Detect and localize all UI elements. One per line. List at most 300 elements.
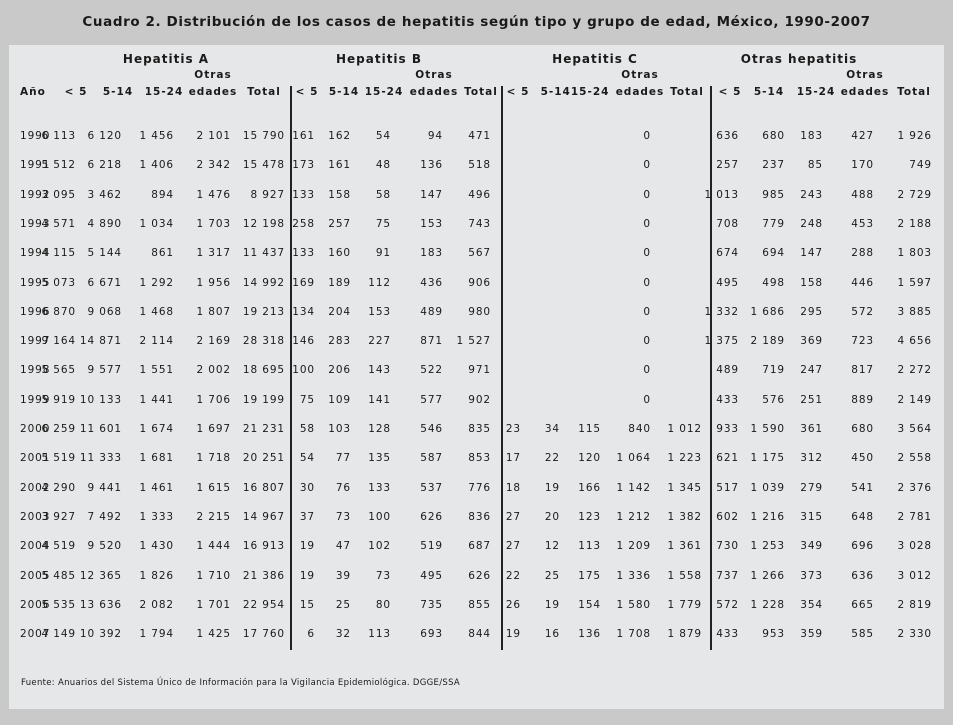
hepatitis-b-lt5-cell: 173: [292, 159, 315, 172]
hepatitis-c-5-14-cell: 12: [544, 540, 560, 553]
otras-lt5-cell: 257: [716, 159, 739, 172]
hepatitis-b-lt5-cell: 15: [299, 598, 315, 611]
otras-15-24-cell: 295: [800, 305, 823, 318]
hepatitis-a-15-24-cell: 1 441: [139, 393, 174, 406]
otras-total-cell: 3 885: [897, 305, 932, 318]
hepatitis-c-total-cell: 1 382: [667, 510, 702, 523]
hepatitis-b-total-cell: 1 527: [456, 335, 491, 348]
year-cell: 1993: [20, 217, 51, 230]
hepatitis-b-otras-edades-cell: 436: [420, 276, 443, 289]
otras-total-cell: 2 149: [897, 393, 932, 406]
year-cell: 2001: [20, 452, 51, 465]
hepatitis-b-15-24-cell: 143: [368, 364, 391, 377]
hepatitis-c-lt5-cell: 27: [505, 510, 521, 523]
hepatitis-b-otras-edades-cell: 587: [420, 452, 443, 465]
otras-lt5-cell: 433: [716, 393, 739, 406]
hepatitis-b-15-24-cell: 113: [368, 628, 391, 641]
hepatitis-a-lt5-cell: 4 115: [41, 247, 76, 260]
year-cell: 1992: [20, 188, 51, 201]
hepatitis-a-lt5-cell: 9 164: [41, 335, 76, 348]
hepatitis-b-total-cell: 518: [468, 159, 491, 172]
hepatitis-a-15-24-cell: 861: [151, 247, 174, 260]
hepatitis-a-otras-edades-cell: 1 444: [196, 540, 231, 553]
otras-otras-edades-cell: 427: [851, 130, 874, 142]
hepatitis-c-otras-edades-cell: 0: [643, 130, 651, 142]
otras-15-24-cell: 315: [800, 510, 823, 523]
hepatitis-b-otras-edades-cell: 577: [420, 393, 443, 406]
hepatitis-a-5-14-cell: 6 671: [87, 276, 122, 289]
header-a-5-14: 5-14: [102, 86, 134, 98]
hepatitis-a-total-cell: 19 213: [242, 305, 285, 318]
hepatitis-b-otras-edades-cell: 871: [420, 335, 443, 348]
otras-5-14-cell: 1 266: [750, 569, 785, 582]
hepatitis-b-lt5-cell: 100: [292, 364, 315, 377]
hepatitis-b-total-cell: 626: [468, 569, 491, 582]
hepatitis-a-otras-edades-cell: 1 703: [196, 217, 231, 230]
otras-5-14-cell: 1 590: [750, 423, 785, 435]
hepatitis-b-15-24-cell: 102: [368, 540, 391, 553]
otras-lt5-cell: 636: [716, 130, 739, 142]
hepatitis-c-lt5-cell: 23: [505, 423, 521, 435]
hepatitis-c-otras-edades-cell: 0: [643, 188, 651, 201]
otras-total-cell: 2 819: [897, 598, 932, 611]
hepatitis-b-5-14-cell: 162: [328, 130, 351, 142]
otras-15-24-cell: 312: [800, 452, 823, 465]
otras-lt5-cell: 433: [716, 628, 739, 641]
otras-5-14-cell: 2 189: [750, 335, 785, 348]
otras-5-14-cell: 985: [762, 188, 785, 201]
hepatitis-a-total-cell: 21 231: [242, 423, 285, 435]
year-cell: 2005: [20, 569, 51, 582]
hepatitis-a-otras-edades-cell: 2 342: [196, 159, 231, 172]
header-otras-c: Otras: [621, 69, 659, 81]
hepatitis-b-5-14-cell: 189: [328, 276, 351, 289]
hepatitis-b-total-cell: 471: [468, 130, 491, 142]
hepatitis-b-15-24-cell: 128: [368, 423, 391, 435]
hepatitis-a-total-cell: 11 437: [242, 247, 285, 260]
otras-otras-edades-cell: 450: [851, 452, 874, 465]
hepatitis-c-total-cell: 1 345: [667, 481, 702, 494]
hepatitis-c-total-cell: 1 361: [667, 540, 702, 553]
year-cell: 1990: [20, 130, 51, 142]
hepatitis-a-total-cell: 16 807: [242, 481, 285, 494]
year-cell: 1999: [20, 393, 51, 406]
hepatitis-b-lt5-cell: 133: [292, 247, 315, 260]
hepatitis-a-otras-edades-cell: 1 317: [196, 247, 231, 260]
hepatitis-b-15-24-cell: 48: [375, 159, 391, 172]
hepatitis-a-otras-edades-cell: 1 706: [196, 393, 231, 406]
hepatitis-c-5-14-cell: 22: [544, 452, 560, 465]
otras-15-24-cell: 248: [800, 217, 823, 230]
hepatitis-c-5-14-cell: 19: [544, 598, 560, 611]
header-b-edades: edades: [409, 86, 459, 98]
hepatitis-a-5-14-cell: 6 218: [87, 159, 122, 172]
hepatitis-c-15-24-cell: 120: [578, 452, 601, 465]
hepatitis-a-15-24-cell: 1 406: [139, 159, 174, 172]
otras-otras-edades-cell: 696: [851, 540, 874, 553]
hepatitis-b-lt5-cell: 134: [292, 305, 315, 318]
header-c-5-14-15-24: 5-1415-24: [540, 86, 610, 98]
hepatitis-b-5-14-cell: 47: [335, 540, 351, 553]
hepatitis-c-otras-edades-cell: 840: [628, 423, 651, 435]
otras-lt5-cell: 1 375: [704, 335, 739, 348]
otras-otras-edades-cell: 889: [851, 393, 874, 406]
otras-15-24-cell: 247: [800, 364, 823, 377]
hepatitis-a-15-24-cell: 1 034: [139, 217, 174, 230]
hepatitis-b-15-24-cell: 135: [368, 452, 391, 465]
hepatitis-c-lt5-cell: 18: [505, 481, 521, 494]
hepatitis-c-otras-edades-cell: 0: [643, 364, 651, 377]
otras-lt5-cell: 708: [716, 217, 739, 230]
hepatitis-b-15-24-cell: 153: [368, 305, 391, 318]
otras-total-cell: 3 564: [897, 423, 932, 435]
hepatitis-b-5-14-cell: 109: [328, 393, 351, 406]
hepatitis-c-otras-edades-cell: 1 580: [616, 598, 651, 611]
hepatitis-a-5-14-cell: 6 120: [87, 130, 122, 142]
hepatitis-a-5-14-cell: 9 068: [87, 305, 122, 318]
otras-lt5-cell: 517: [716, 481, 739, 494]
hepatitis-b-5-14-cell: 161: [328, 159, 351, 172]
otras-15-24-cell: 279: [800, 481, 823, 494]
hepatitis-b-lt5-cell: 133: [292, 188, 315, 201]
hepatitis-a-lt5-cell: 4 519: [41, 540, 76, 553]
hepatitis-c-lt5-cell: 17: [505, 452, 521, 465]
year-cell: 2003: [20, 510, 51, 523]
hepatitis-a-5-14-cell: 3 462: [87, 188, 122, 201]
hepatitis-b-15-24-cell: 73: [375, 569, 391, 582]
hepatitis-a-lt5-cell: 4 290: [41, 481, 76, 494]
hepatitis-a-15-24-cell: 2 114: [139, 335, 174, 348]
otras-lt5-cell: 1 332: [704, 305, 739, 318]
hepatitis-b-otras-edades-cell: 153: [420, 217, 443, 230]
otras-otras-edades-cell: 453: [851, 217, 874, 230]
hepatitis-c-15-24-cell: 154: [578, 598, 601, 611]
hepatitis-b-15-24-cell: 112: [368, 276, 391, 289]
hepatitis-c-total-cell: 1 012: [667, 423, 702, 435]
hepatitis-c-lt5-cell: 22: [505, 569, 521, 582]
hepatitis-a-lt5-cell: 5 485: [41, 569, 76, 582]
hepatitis-a-5-14-cell: 9 441: [87, 481, 122, 494]
hepatitis-b-lt5-cell: 75: [299, 393, 315, 406]
hepatitis-c-otras-edades-cell: 1 209: [616, 540, 651, 553]
hepatitis-a-5-14-cell: 12 365: [79, 569, 122, 582]
hepatitis-b-lt5-cell: 30: [299, 481, 315, 494]
hepatitis-a-otras-edades-cell: 1 710: [196, 569, 231, 582]
hepatitis-a-total-cell: 8 927: [250, 188, 285, 201]
year-cell: 1997: [20, 335, 51, 348]
hepatitis-a-lt5-cell: 5 519: [41, 452, 76, 465]
year-cell: 2000: [20, 423, 51, 435]
group-hepatitis-b: Hepatitis B: [335, 52, 423, 66]
hepatitis-a-lt5-cell: 4 149: [41, 628, 76, 641]
group-otras-hepatitis: Otras hepatitis: [740, 52, 858, 66]
header-b-lt5: < 5: [295, 86, 319, 98]
hepatitis-b-total-cell: 906: [468, 276, 491, 289]
otras-lt5-cell: 602: [716, 510, 739, 523]
hepatitis-c-otras-edades-cell: 0: [643, 217, 651, 230]
header-o-15-24: 15-24: [796, 86, 836, 98]
otras-otras-edades-cell: 446: [851, 276, 874, 289]
source-note: Fuente: Anuarios del Sistema Único de Información para la Vigilancia Epidemiológica. DGGE/SSA: [21, 678, 461, 688]
hepatitis-a-5-14-cell: 7 492: [87, 510, 122, 523]
hepatitis-a-total-cell: 15 478: [242, 159, 285, 172]
hepatitis-c-otras-edades-cell: 0: [643, 393, 651, 406]
otras-otras-edades-cell: 541: [851, 481, 874, 494]
hepatitis-b-15-24-cell: 75: [375, 217, 391, 230]
hepatitis-a-15-24-cell: 1 794: [139, 628, 174, 641]
otras-15-24-cell: 243: [800, 188, 823, 201]
otras-15-24-cell: 359: [800, 628, 823, 641]
otras-total-cell: 3 028: [897, 540, 932, 553]
year-cell: 2004: [20, 540, 51, 553]
hepatitis-b-lt5-cell: 54: [299, 452, 315, 465]
hepatitis-a-5-14-cell: 14 871: [79, 335, 122, 348]
otras-lt5-cell: 489: [716, 364, 739, 377]
hepatitis-c-5-14-cell: 25: [544, 569, 560, 582]
otras-total-cell: 1 926: [897, 130, 932, 142]
hepatitis-a-total-cell: 22 954: [242, 598, 285, 611]
year-cell: 1991: [20, 159, 51, 172]
otras-15-24-cell: 251: [800, 393, 823, 406]
hepatitis-b-otras-edades-cell: 735: [420, 598, 443, 611]
header-otras-a: Otras: [194, 69, 232, 81]
hepatitis-b-total-cell: 687: [468, 540, 491, 553]
otras-5-14-cell: 237: [762, 159, 785, 172]
hepatitis-c-total-cell: 1 879: [667, 628, 702, 641]
otras-lt5-cell: 495: [716, 276, 739, 289]
hepatitis-c-otras-edades-cell: 0: [643, 335, 651, 348]
hepatitis-a-otras-edades-cell: 1 807: [196, 305, 231, 318]
year-cell: 1995: [20, 276, 51, 289]
hepatitis-b-15-24-cell: 91: [375, 247, 391, 260]
hepatitis-b-5-14-cell: 25: [335, 598, 351, 611]
hepatitis-b-lt5-cell: 19: [299, 569, 315, 582]
otras-5-14-cell: 1 253: [750, 540, 785, 553]
header-c-total: Total: [670, 86, 704, 98]
hepatitis-a-15-24-cell: 894: [151, 188, 174, 201]
otras-5-14-cell: 1 228: [750, 598, 785, 611]
hepatitis-a-total-cell: 16 913: [242, 540, 285, 553]
hepatitis-b-total-cell: 835: [468, 423, 491, 435]
hepatitis-c-total-cell: 1 558: [667, 569, 702, 582]
hepatitis-a-lt5-cell: 6 113: [41, 130, 76, 142]
otras-otras-edades-cell: 488: [851, 188, 874, 201]
hepatitis-a-lt5-cell: 5 535: [41, 598, 76, 611]
hepatitis-a-otras-edades-cell: 1 615: [196, 481, 231, 494]
hepatitis-a-lt5-cell: 3 927: [41, 510, 76, 523]
hepatitis-c-otras-edades-cell: 1 708: [616, 628, 651, 641]
otras-otras-edades-cell: 817: [851, 364, 874, 377]
year-cell: 2002: [20, 481, 51, 494]
hepatitis-a-15-24-cell: 1 826: [139, 569, 174, 582]
header-a-15-24: 15-24: [144, 86, 184, 98]
otras-otras-edades-cell: 572: [851, 305, 874, 318]
hepatitis-b-5-14-cell: 39: [335, 569, 351, 582]
hepatitis-a-5-14-cell: 13 636: [79, 598, 122, 611]
header-b-5-14: 5-14: [328, 86, 360, 98]
otras-15-24-cell: 147: [800, 247, 823, 260]
hepatitis-b-5-14-cell: 206: [328, 364, 351, 377]
hepatitis-a-total-cell: 12 198: [242, 217, 285, 230]
hepatitis-a-total-cell: 21 386: [242, 569, 285, 582]
otras-lt5-cell: 1 013: [704, 188, 739, 201]
otras-lt5-cell: 572: [716, 598, 739, 611]
hepatitis-c-15-24-cell: 166: [578, 481, 601, 494]
divider-c-o: [710, 86, 712, 650]
otras-15-24-cell: 85: [807, 159, 823, 172]
header-year: Año: [20, 86, 46, 98]
hepatitis-a-otras-edades-cell: 1 425: [196, 628, 231, 641]
hepatitis-c-lt5-cell: 19: [505, 628, 521, 641]
hepatitis-b-total-cell: 853: [468, 452, 491, 465]
divider-b-c: [501, 86, 503, 650]
hepatitis-c-total-cell: 1 223: [667, 452, 702, 465]
hepatitis-c-15-24-cell: 123: [578, 510, 601, 523]
otras-lt5-cell: 621: [716, 452, 739, 465]
hepatitis-b-lt5-cell: 258: [292, 217, 315, 230]
hepatitis-a-5-14-cell: 11 601: [79, 423, 122, 435]
hepatitis-c-otras-edades-cell: 1 142: [616, 481, 651, 494]
otras-total-cell: 2 729: [897, 188, 932, 201]
hepatitis-b-lt5-cell: 37: [299, 510, 315, 523]
hepatitis-a-5-14-cell: 9 520: [87, 540, 122, 553]
hepatitis-b-otras-edades-cell: 94: [427, 130, 443, 142]
header-o-lt5: < 5: [718, 86, 742, 98]
hepatitis-b-otras-edades-cell: 147: [420, 188, 443, 201]
otras-total-cell: 1 803: [897, 247, 932, 260]
hepatitis-b-lt5-cell: 58: [299, 423, 315, 435]
otras-5-14-cell: 1 175: [750, 452, 785, 465]
hepatitis-b-otras-edades-cell: 626: [420, 510, 443, 523]
otras-otras-edades-cell: 585: [851, 628, 874, 641]
hepatitis-b-total-cell: 980: [468, 305, 491, 318]
hepatitis-a-5-14-cell: 9 577: [87, 364, 122, 377]
otras-total-cell: 4 656: [897, 335, 932, 348]
hepatitis-a-total-cell: 28 318: [242, 335, 285, 348]
header-o-5-14: 5-14: [753, 86, 785, 98]
hepatitis-a-lt5-cell: 6 870: [41, 305, 76, 318]
otras-5-14-cell: 1 686: [750, 305, 785, 318]
hepatitis-a-lt5-cell: 3 095: [41, 188, 76, 201]
otras-otras-edades-cell: 680: [851, 423, 874, 435]
hepatitis-a-5-14-cell: 11 333: [79, 452, 122, 465]
hepatitis-b-otras-edades-cell: 693: [420, 628, 443, 641]
otras-15-24-cell: 361: [800, 423, 823, 435]
hepatitis-c-otras-edades-cell: 0: [643, 276, 651, 289]
otras-5-14-cell: 1 216: [750, 510, 785, 523]
hepatitis-a-otras-edades-cell: 1 476: [196, 188, 231, 201]
hepatitis-a-otras-edades-cell: 2 215: [196, 510, 231, 523]
otras-otras-edades-cell: 665: [851, 598, 874, 611]
otras-total-cell: 749: [909, 159, 932, 172]
hepatitis-a-15-24-cell: 2 082: [139, 598, 174, 611]
hepatitis-a-15-24-cell: 1 468: [139, 305, 174, 318]
otras-lt5-cell: 730: [716, 540, 739, 553]
otras-total-cell: 2 188: [897, 217, 932, 230]
hepatitis-b-lt5-cell: 161: [292, 130, 315, 142]
otras-5-14-cell: 576: [762, 393, 785, 406]
hepatitis-b-15-24-cell: 133: [368, 481, 391, 494]
hepatitis-a-15-24-cell: 1 333: [139, 510, 174, 523]
hepatitis-b-total-cell: 855: [468, 598, 491, 611]
hepatitis-c-15-24-cell: 175: [578, 569, 601, 582]
header-a-total: Total: [247, 86, 281, 98]
otras-total-cell: 2 330: [897, 628, 932, 641]
hepatitis-b-15-24-cell: 141: [368, 393, 391, 406]
hepatitis-a-otras-edades-cell: 2 101: [196, 130, 231, 142]
otras-total-cell: 2 781: [897, 510, 932, 523]
hepatitis-a-lt5-cell: 5 565: [41, 364, 76, 377]
year-cell: 1998: [20, 364, 51, 377]
hepatitis-b-otras-edades-cell: 519: [420, 540, 443, 553]
otras-15-24-cell: 158: [800, 276, 823, 289]
hepatitis-b-otras-edades-cell: 537: [420, 481, 443, 494]
otras-5-14-cell: 498: [762, 276, 785, 289]
hepatitis-a-5-14-cell: 5 144: [87, 247, 122, 260]
hepatitis-a-lt5-cell: 5 073: [41, 276, 76, 289]
otras-5-14-cell: 779: [762, 217, 785, 230]
hepatitis-a-otras-edades-cell: 2 169: [196, 335, 231, 348]
hepatitis-a-15-24-cell: 1 456: [139, 130, 174, 142]
otras-5-14-cell: 719: [762, 364, 785, 377]
hepatitis-b-lt5-cell: 146: [292, 335, 315, 348]
hepatitis-a-total-cell: 15 790: [242, 130, 285, 142]
hepatitis-b-total-cell: 776: [468, 481, 491, 494]
otras-5-14-cell: 694: [762, 247, 785, 260]
otras-15-24-cell: 183: [800, 130, 823, 142]
hepatitis-c-otras-edades-cell: 1 212: [616, 510, 651, 523]
hepatitis-a-15-24-cell: 1 674: [139, 423, 174, 435]
hepatitis-c-5-14-cell: 19: [544, 481, 560, 494]
otras-15-24-cell: 373: [800, 569, 823, 582]
hepatitis-c-15-24-cell: 136: [578, 628, 601, 641]
header-c-lt5: < 5: [506, 86, 530, 98]
otras-otras-edades-cell: 636: [851, 569, 874, 582]
hepatitis-b-5-14-cell: 32: [335, 628, 351, 641]
hepatitis-a-otras-edades-cell: 1 697: [196, 423, 231, 435]
hepatitis-c-otras-edades-cell: 0: [643, 247, 651, 260]
hepatitis-b-5-14-cell: 73: [335, 510, 351, 523]
hepatitis-b-15-24-cell: 58: [375, 188, 391, 201]
hepatitis-c-5-14-cell: 34: [544, 423, 560, 435]
hepatitis-b-15-24-cell: 100: [368, 510, 391, 523]
hepatitis-a-5-14-cell: 10 392: [79, 628, 122, 641]
hepatitis-b-total-cell: 743: [468, 217, 491, 230]
header-a-edades: edades: [188, 86, 238, 98]
hepatitis-a-lt5-cell: 5 512: [41, 159, 76, 172]
hepatitis-a-otras-edades-cell: 1 718: [196, 452, 231, 465]
otras-total-cell: 3 012: [897, 569, 932, 582]
hepatitis-a-15-24-cell: 1 551: [139, 364, 174, 377]
hepatitis-a-total-cell: 19 199: [242, 393, 285, 406]
hepatitis-b-otras-edades-cell: 546: [420, 423, 443, 435]
hepatitis-a-15-24-cell: 1 681: [139, 452, 174, 465]
hepatitis-c-5-14-cell: 16: [544, 628, 560, 641]
group-hepatitis-c: Hepatitis C: [552, 52, 638, 66]
hepatitis-a-15-24-cell: 1 430: [139, 540, 174, 553]
hepatitis-a-total-cell: 18 695: [242, 364, 285, 377]
hepatitis-a-otras-edades-cell: 1 701: [196, 598, 231, 611]
hepatitis-a-total-cell: 14 992: [242, 276, 285, 289]
hepatitis-b-total-cell: 902: [468, 393, 491, 406]
otras-15-24-cell: 354: [800, 598, 823, 611]
hepatitis-b-total-cell: 836: [468, 510, 491, 523]
hepatitis-b-5-14-cell: 257: [328, 217, 351, 230]
table-panel: [9, 45, 944, 709]
otras-15-24-cell: 349: [800, 540, 823, 553]
hepatitis-a-total-cell: 17 760: [242, 628, 285, 641]
hepatitis-b-otras-edades-cell: 136: [420, 159, 443, 172]
